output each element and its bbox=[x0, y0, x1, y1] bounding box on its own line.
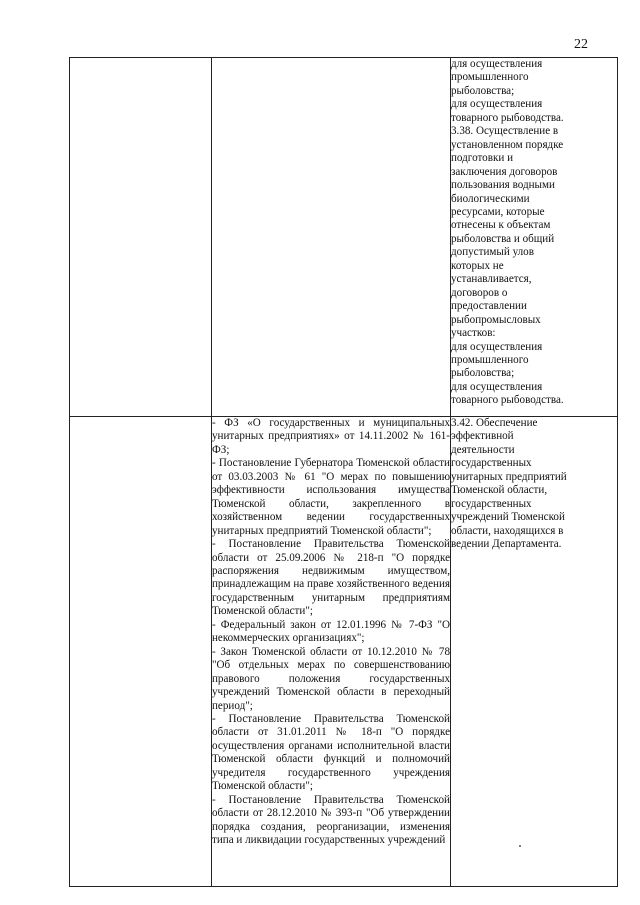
row2-col2-cell bbox=[212, 417, 451, 887]
text-line: промышленного bbox=[451, 71, 529, 84]
text-line: рыболовства; bbox=[451, 84, 515, 97]
page-number: 22 bbox=[574, 37, 588, 52]
text-line: 3.38. Осуществление в bbox=[451, 125, 559, 138]
text-line: заключения договоров bbox=[451, 165, 558, 178]
text-line: Тюменской области, bbox=[451, 484, 548, 497]
row1-col2-cell bbox=[212, 58, 451, 417]
text-line: договоров о bbox=[451, 286, 508, 299]
text-line: государственных bbox=[451, 457, 532, 470]
text-line: биологическими bbox=[451, 192, 530, 205]
text-line: установленном порядке bbox=[451, 138, 564, 151]
row1-col1-cell bbox=[70, 58, 212, 417]
text-line: ведении Департамента. bbox=[451, 538, 562, 551]
table-row-1 bbox=[70, 58, 618, 417]
text-line: пользования водными bbox=[451, 179, 555, 192]
text-line: рыбопромысловых bbox=[451, 313, 541, 326]
legal-reference: - Постановление Правительства Тюменской области от 28.12.2010 № 393-п "Об утверждении порядка создания, реорганизации, изменения типа и ликвидации государственных учреждений bbox=[212, 793, 450, 847]
text-line: допустимый улов bbox=[451, 246, 534, 259]
legal-reference: - Закон Тюменской области от 10.12.2010 № 78 "Об отдельных мерах по совершенствованию правового положения государственных учреждений Тюменской области в переходный период"; bbox=[212, 645, 450, 712]
document-table bbox=[69, 57, 618, 887]
text-line: учреждений Тюменской bbox=[451, 511, 565, 524]
text-line: подготовки и bbox=[451, 152, 514, 165]
text-line: рыболовства; bbox=[451, 367, 515, 380]
legal-reference: - Постановление Правительства Тюменской области от 31.01.2011 № 18-п "О порядке осуществления органами исполнительной власти Тюменской области функций и полномочий учредителя государственного учреждения Тюменской области"; bbox=[212, 712, 450, 793]
scan-speck bbox=[519, 845, 521, 847]
text-line: эффективной bbox=[451, 430, 514, 443]
text-line: предоставлении bbox=[451, 300, 527, 313]
table-row-2 bbox=[70, 417, 618, 887]
text-line: области, находящихся в bbox=[451, 524, 564, 537]
text-line: которых не bbox=[451, 259, 504, 272]
legal-reference: - Постановление Правительства Тюменской области от 25.09.2006 № 218-п "О порядке распоряжения недвижимым имуществом, принадлежащим на праве хозяйственного ведения государственным унитарным предприятиям Тюменской области"; bbox=[212, 538, 450, 618]
row2-col3-cell bbox=[451, 417, 618, 887]
text-line: товарного рыбоводства. bbox=[451, 111, 564, 124]
text-line: отнесены к объектам bbox=[451, 219, 551, 232]
text-line: 3.42. Обеспечение bbox=[451, 417, 538, 429]
legal-reference: - ФЗ «О государственных и муниципальных унитарных предприятиях» от 14.11.2002 № 161-ФЗ; bbox=[212, 417, 450, 456]
legal-reference: - Федеральный закон от 12.01.1996 № 7-ФЗ "О некоммерческих организациях"; bbox=[212, 618, 450, 645]
text-line: участков: bbox=[451, 327, 496, 340]
row2-col1-cell bbox=[70, 417, 212, 887]
text-line: для осуществления bbox=[451, 340, 543, 353]
text-line: рыболовства и общий bbox=[451, 232, 555, 245]
legal-reference: - Постановление Губернатора Тюменской области от 03.03.2003 № 61 "О мерах по повышению эффективности использования имущества Тюменской области, закрепленного в хозяйственном ведении государственных унитарных предприятий Тюменской области"; bbox=[212, 457, 450, 537]
row1-col3-cell bbox=[451, 58, 618, 417]
text-line: деятельности bbox=[451, 443, 515, 456]
text-line: товарного рыбоводства. bbox=[451, 394, 564, 407]
text-line: государственных bbox=[451, 497, 532, 510]
text-line: унитарных предприятий bbox=[451, 470, 567, 483]
text-line: для осуществления bbox=[451, 58, 543, 70]
text-line: для осуществления bbox=[451, 98, 543, 111]
text-line: промышленного bbox=[451, 353, 529, 366]
text-line: ресурсами, которые bbox=[451, 205, 545, 218]
text-line: устанавливается, bbox=[451, 273, 532, 286]
text-line: для осуществления bbox=[451, 380, 543, 393]
